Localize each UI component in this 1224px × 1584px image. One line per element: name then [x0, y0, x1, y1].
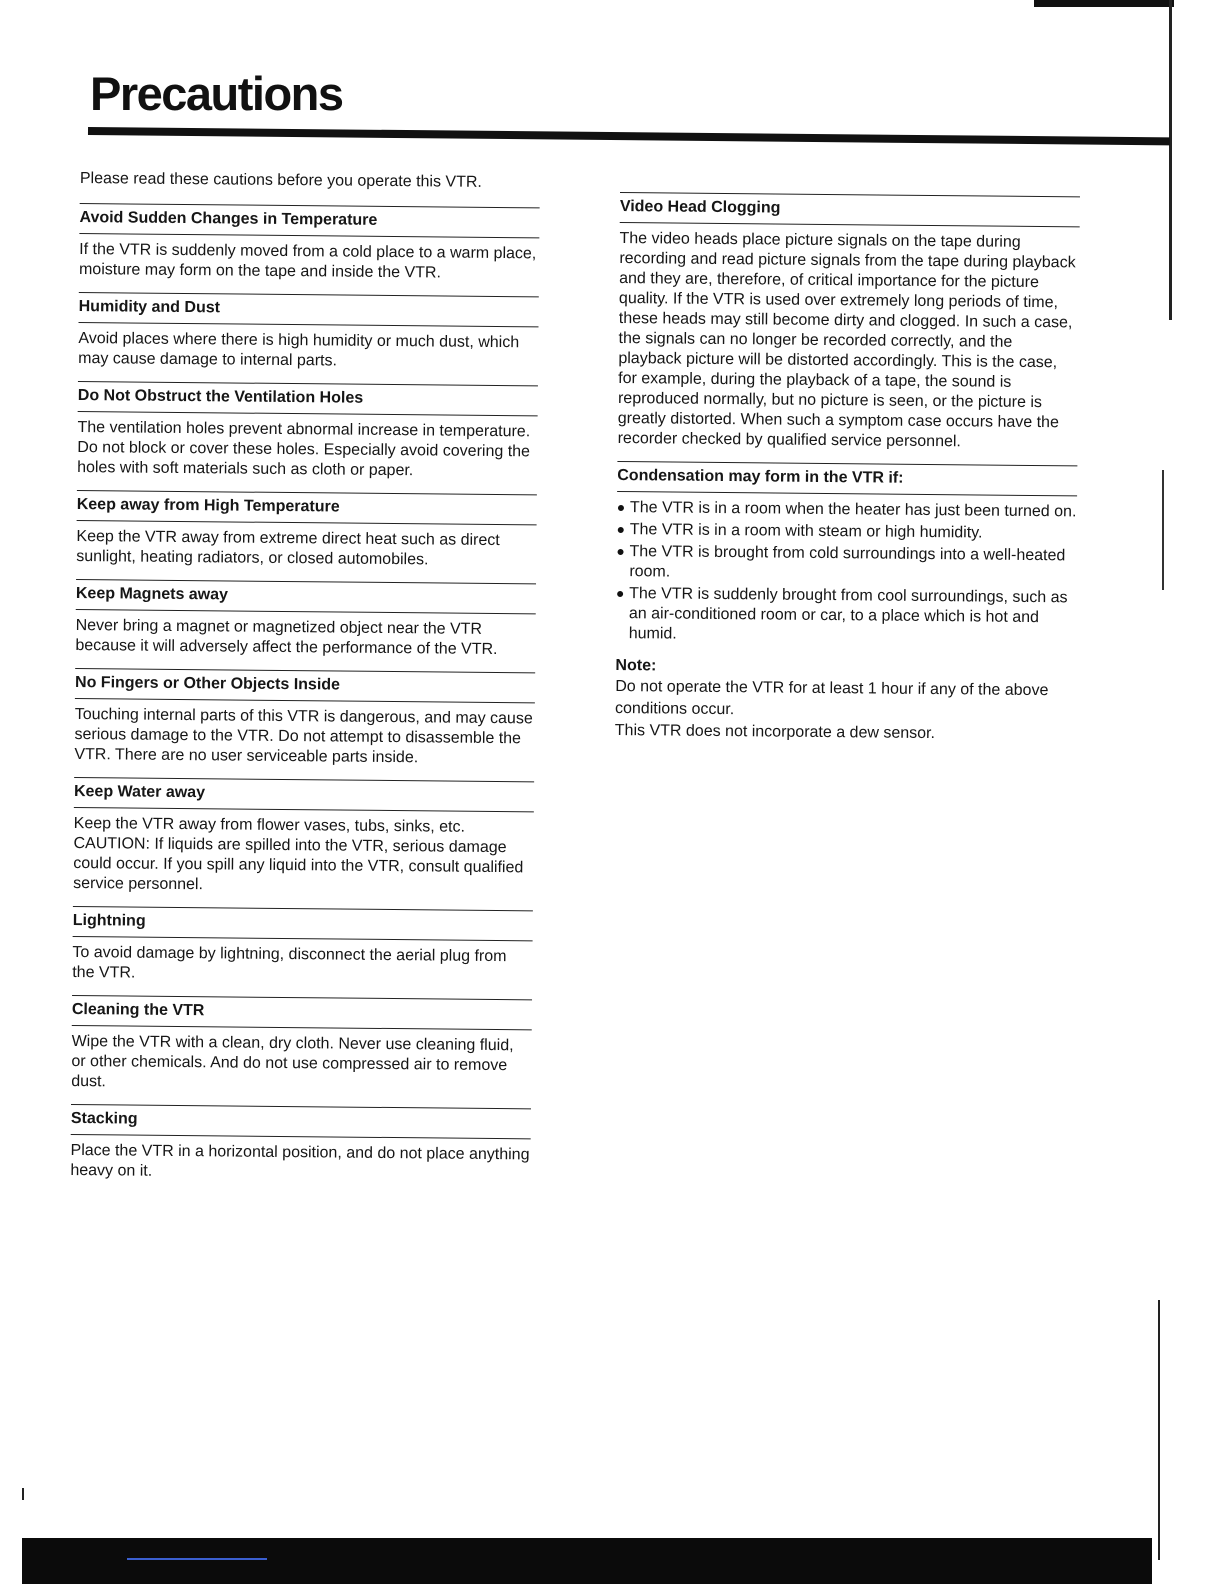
section-heading: Lightning: [73, 906, 533, 941]
bottom-bar-stripe: [127, 1558, 267, 1560]
section-lightning: [72, 906, 533, 987]
right-column: [615, 192, 1080, 746]
section-water: [73, 777, 534, 898]
section-magnets: [75, 579, 536, 660]
section-heading: Keep Magnets away: [76, 579, 536, 614]
condensation-list: [616, 498, 1077, 648]
section-stacking: [70, 1104, 531, 1185]
section-body: Keep the VTR away from flower vases, tubs, sinks, etc. CAUTION: If liquids are spilled into the VTR, serious damage could occur. If you spill any liquid into the VTR, consult qualified service personnel.: [73, 814, 524, 894]
list-item: [617, 498, 1077, 522]
section-humidity-dust: [78, 292, 539, 373]
section-fingers-objects: [74, 668, 535, 769]
list-item-text: The VTR is suddenly brought from cool surroundings, such as an air-conditioned room or car, to a place which is hot and humid.: [628, 585, 1068, 643]
section-body: Never bring a magnet or magnetized object near the VTR because it will adversely affect the performance of the VTR.: [75, 616, 498, 659]
section-heading: Stacking: [71, 1104, 531, 1139]
page-right-edge: [1169, 0, 1172, 320]
page-top-edge: [1034, 0, 1174, 7]
section-body: Keep the VTR away from extreme direct heat such as direct sunlight, heating radiators, or closed automobiles.: [76, 527, 500, 569]
intro-text: Please read these cautions before you operate this VTR.: [79, 169, 482, 191]
page-right-edge: [1162, 470, 1164, 590]
section-ventilation: [77, 381, 538, 482]
list-item-text: The VTR is brought from cold surroundings into a well-heated room.: [629, 543, 1066, 581]
section-temperature-changes: [79, 203, 540, 284]
list-item: [617, 520, 1077, 544]
list-item: [616, 542, 1076, 586]
bullet-icon: [618, 505, 624, 511]
bullet-icon: [617, 591, 623, 597]
section-cleaning: [71, 995, 532, 1096]
section-body: If the VTR is suddenly moved from a cold place to a warm place, moisture may form on the tape and inside the VTR.: [78, 240, 537, 282]
section-body: The ventilation holes prevent abnormal increase in temperature. Do not block or cover these holes. Especially avoid covering the holes with soft materials such as cloth or paper.: [77, 418, 531, 480]
section-body: To avoid damage by lightning, disconnect the aerial plug from the VTR.: [72, 943, 507, 982]
section-heading: Keep Water away: [74, 777, 534, 812]
page-right-edge: [1158, 1300, 1160, 1560]
bullet-icon: [618, 527, 624, 533]
section-heading: Do Not Obstruct the Ventilation Holes: [78, 381, 538, 416]
section-body: Touching internal parts of this VTR is dangerous, and may cause serious damage to the VTR. Do not attempt to disassemble the VTR. There are no user serviceable parts inside.: [74, 705, 533, 767]
section-heading: Avoid Sudden Changes in Temperature: [79, 203, 539, 238]
section-heading: Keep away from High Temperature: [77, 490, 537, 525]
list-item-text: The VTR is in a room with steam or high humidity.: [629, 521, 983, 542]
section-condensation: [616, 461, 1078, 648]
note-block: [615, 656, 1076, 746]
note-label: Note:: [615, 656, 657, 675]
title-rule: [88, 127, 1170, 145]
bullet-icon: [618, 549, 624, 555]
section-heading: Video Head Clogging: [620, 192, 1080, 227]
section-heading: No Fingers or Other Objects Inside: [75, 668, 535, 703]
section-heading: Cleaning the VTR: [72, 995, 532, 1030]
list-item: [616, 584, 1077, 648]
section-video-head-clogging: [618, 192, 1080, 453]
section-body: The video heads place picture signals on the tape during recording and read picture signals from the tape during playback and they are, therefore, of critical importance for the picture quality. If the VTR is used over extremely long periods of time, these heads may still become dirty and clogged. In such a case, the signals can no longer be recorded correctly, and the playback picture will be distorted accordingly. This is the case, for example, during the playback of a tape, the sound is reproduced normally, but no picture is seen, or the picture is greatly distorted. When such a symptom case occurs have the recorder checked by qualified service personnel.: [617, 229, 1076, 451]
note-text: Do not operate the VTR for at least 1 hour if any of the above conditions occur.: [614, 677, 1049, 719]
margin-mark: [22, 1488, 24, 1500]
section-body: Wipe the VTR with a clean, dry cloth. Never use cleaning fluid, or other chemicals. And do not use compressed air to remove dust.: [71, 1032, 514, 1091]
list-item-text: The VTR is in a room when the heater has just been turned on.: [629, 499, 1077, 521]
page-title: Precautions: [90, 67, 343, 120]
left-column: [70, 168, 540, 1197]
section-heading: Condensation may form in the VTR if:: [617, 461, 1077, 496]
section-heading: Humidity and Dust: [79, 292, 539, 327]
section-body: Avoid places where there is high humidity or much dust, which may cause damage to internal parts.: [78, 329, 520, 370]
page-bottom-bar: [22, 1538, 1152, 1584]
section-body: Place the VTR in a horizontal position, and do not place anything heavy on it.: [70, 1141, 530, 1180]
note-text: This VTR does not incorporate a dew sensor.: [614, 721, 936, 743]
section-high-temperature: [76, 490, 537, 571]
